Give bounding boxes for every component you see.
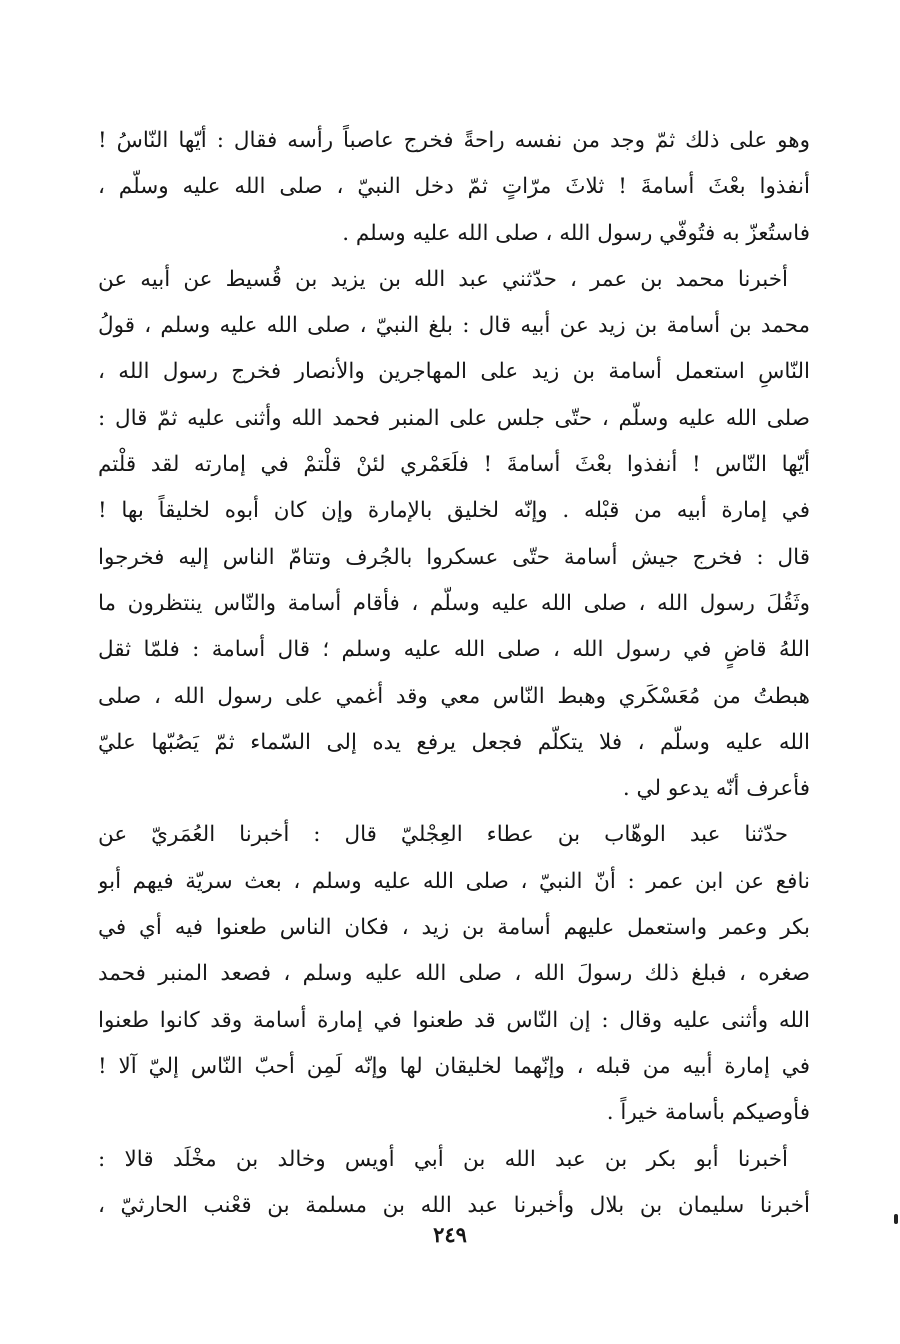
text-line: في إمارة أبيه من قبْله . وإنّه لخليق بالإمارة وإن كان أبوه لخليقاً بها ! [98,498,810,524]
text-line: محمد بن أسامة بن زيد عن أبيه قال : بلغ النبيّ ، صلى الله عليه وسلم ، قولُ [98,313,810,339]
text-line: فأوصيكم بأسامة خيراً . [606,1100,810,1126]
text-line: وهو على ذلك ثمّ وجد من نفسه راحةً فخرج عاصباً رأسه فقال : أيّها النّاسُ ! [98,128,810,153]
text-line: أخبرنا سليمان بن بلال وأخبرنا عبد الله بن مسلمة بن قعْنب الحارثيّ ، [98,1192,810,1218]
text-line: صغره ، فبلغ ذلك رسولَ الله ، صلى الله عليه وسلم ، فصعد المنبر فحمد [98,961,810,987]
text-line: فاستُعزّ به فتُوفّي رسول الله ، صلى الله عليه وسلم . [342,220,810,246]
text-line: الله وأثنى عليه وقال : إن النّاس قد طعنوا في إمارة أسامة وقد كانوا طعنوا [98,1007,810,1033]
text-line: حدّثنا عبد الوهّاب بن عطاء العِجْليّ قال : أخبرنا العُمَريّ عن [98,822,788,848]
text-line: في إمارة أبيه من قبله ، وإنّهما لخليقان لها وإنّه لَمِن أحبّ النّاس إليّ آلا ! [98,1053,810,1079]
text-line: فأعرف أنّه يدعو لي . [622,776,810,802]
text-line: أخبرنا أبو بكر بن عبد الله بن أبي أويس وخالد بن مخْلَد قالا : [98,1146,788,1172]
text-line: وثَقُلَ رسول الله ، صلى الله عليه وسلّم ، فأقام أسامة والنّاس ينتظرون ما [98,590,810,616]
text-line: قال : فخرج جيش أسامة حتّى عسكروا بالجُرف وتتامّ الناس إليه فخرجوا [98,544,810,570]
text-line: أيّها النّاس ! أنفذوا بعْثَ أسامةَ ! فلَعَمْري لئنْ قلْتمْ في إمارته لقد قلْتم [98,452,810,478]
text-line: نافع عن ابن عمر : أنّ النبيّ ، صلى الله عليه وسلم ، بعث سريّة فيهم أبو [98,868,810,894]
text-line: بكر وعمر واستعمل عليهم أسامة بن زيد ، فكان الناس طعنوا فيه أي في [98,915,810,941]
text-line: أنفذوا بعْثَ أسامةَ ! ثلاثَ مرّاتٍ ثمّ دخل النبيّ ، صلى الله عليه وسلّم ، [98,174,810,200]
body-text [98,118,810,1229]
text-line: الله عليه وسلّم ، فلا يتكلّم فجعل يرفع يده إلى السّماء ثمّ يَصُبّها عليّ [98,729,810,755]
text-line: النّاسِ استعمل أسامة بن زيد على المهاجرين والأنصار فخرج رسول الله ، [98,359,810,385]
text-line: صلى الله عليه وسلّم ، حتّى جلس على المنبر فحمد الله وأثنى عليه ثمّ قال : [98,405,810,431]
scan-mark [894,1214,898,1224]
text-line: اللهُ قاضٍ في رسول الله ، صلى الله عليه وسلم ؛ قال أسامة : فلمّا ثقل [98,637,810,663]
text-line: أخبرنا محمد بن عمر ، حدّثني عبد الله بن يزيد بن قُسيط عن أبيه عن [98,266,788,292]
page-number: ٢٤٩ [433,1222,467,1247]
text-line: هبطتُ من مُعَسْكَري وهبط النّاس معي وقد أغمي على رسول الله ، صلى [98,683,810,709]
